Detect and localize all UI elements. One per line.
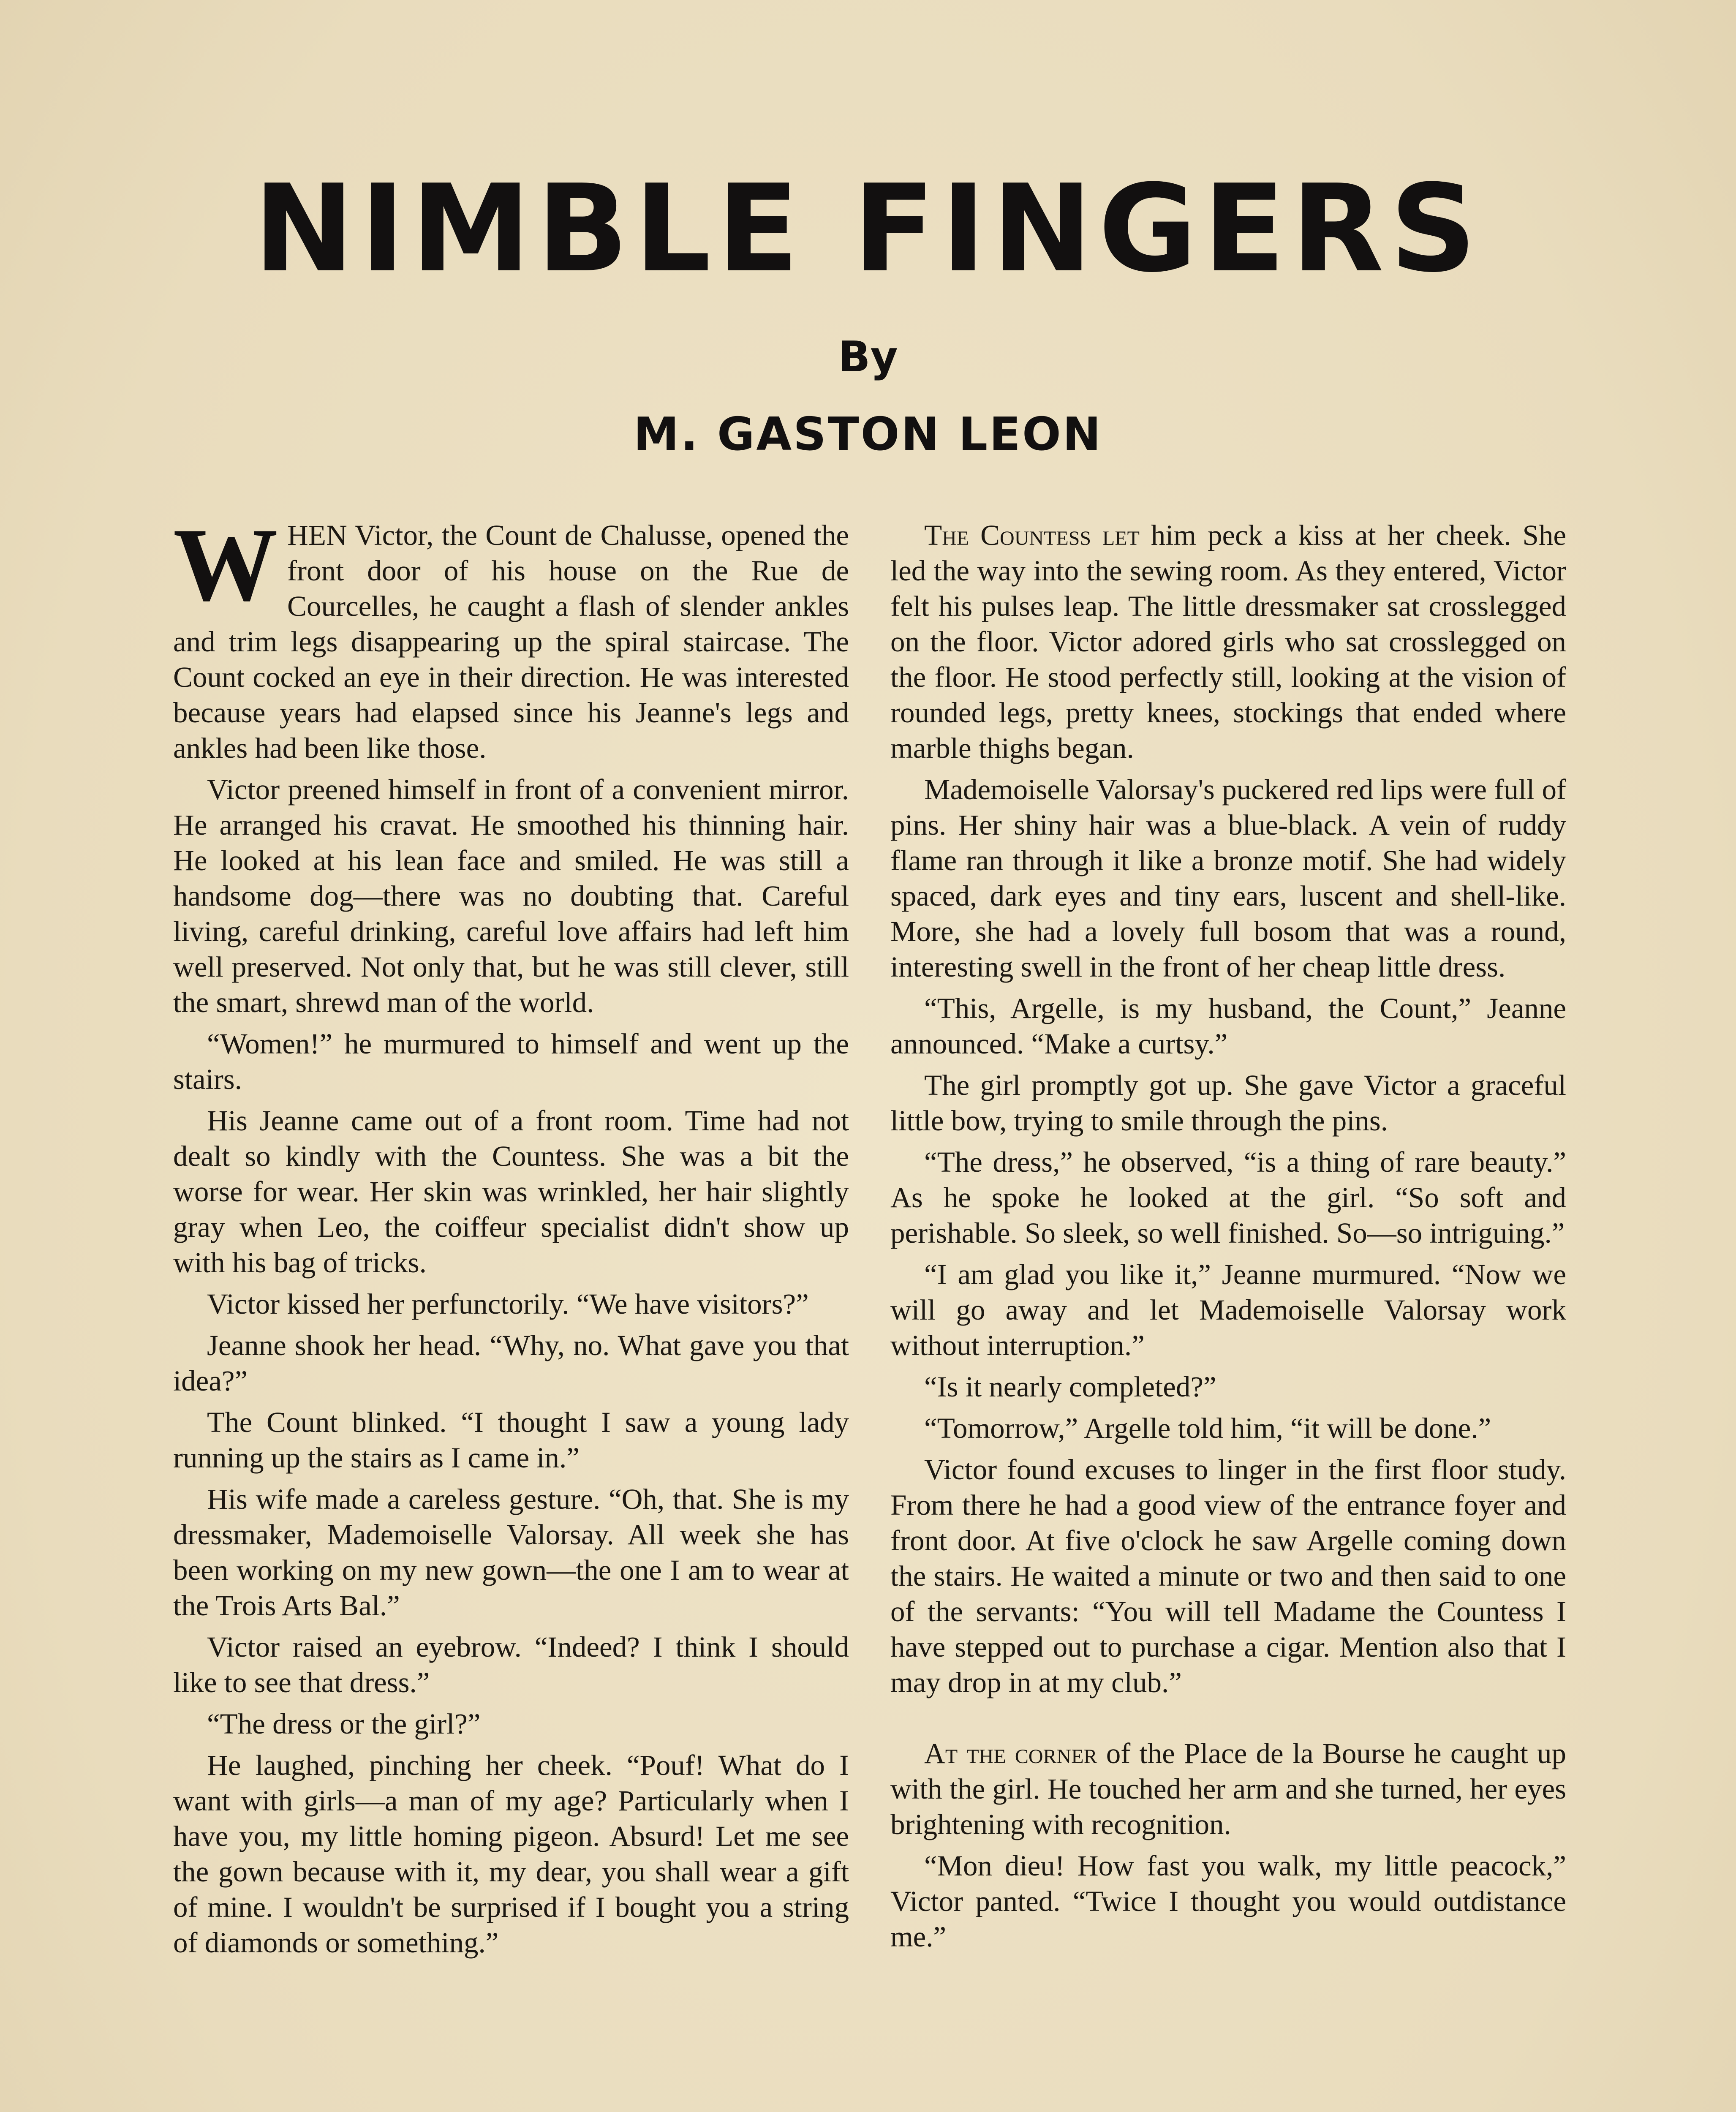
paragraph-text: HEN Victor, the Count de Chalusse, opened the front door of his house on the Rue de Courcelles, he caught a flash of slender ankles and trim legs disappearing up the spiral staircase. The Count cocked an eye in their direction. He was interested because years had elapsed since his Jeanne's legs and ankles had been like those. — [173, 519, 849, 764]
small-caps-lead: At the corner — [924, 1737, 1097, 1769]
paragraph: Mademoiselle Valorsay's puckered red lips were full of pins. Her shiny hair was a blue-black. A vein of ruddy flame ran through it like a bronze motif. She had widely spaced, dark eyes and tiny ears, luscent and shell-like. More, she had a lovely full bosom that was a round, interesting swell in the front of her cheap little dress. — [890, 773, 1566, 983]
paragraph: The girl promptly got up. She gave Victor a graceful little bow, trying to smile through the pins. — [890, 1069, 1566, 1137]
paragraph: “The dress,” he observed, “is a thing of rare beauty.” As he spoke he looked at the girl. “So soft and perishable. So sleek, so well finished. So—so intriguing.” — [890, 1146, 1566, 1249]
paragraph: “Tomorrow,” Argelle told him, “it will be done.” — [924, 1412, 1491, 1444]
byline: By — [838, 332, 898, 381]
author-name: M. GASTON LEON — [633, 408, 1103, 461]
right-column — [890, 517, 1566, 2112]
paragraph: “This, Argelle, is my husband, the Count,” Jeanne announced. “Make a curtsy.” — [890, 992, 1566, 1060]
opening-paragraph — [173, 517, 849, 766]
drop-cap: W — [173, 517, 278, 623]
paragraph: His wife made a careless gesture. “Oh, that. She is my dressmaker, Mademoiselle Valorsay. All week she has been working on my new gown—the one I am to wear at the Trois Arts Bal.” — [173, 1483, 849, 1622]
section-break-paragraph — [890, 1736, 1566, 1842]
paragraph: “I am glad you like it,” Jeanne murmured. “Now we will go away and let Mademoiselle Valorsay work without interruption.” — [890, 1258, 1566, 1361]
paragraph: “Mon dieu! How fast you walk, my little peacock,” Victor panted. “Twice I thought you would outdistance me.” — [890, 1850, 1566, 1953]
paragraph: The Count blinked. “I thought I saw a young lady running up the stairs as I came in.” — [173, 1406, 849, 1474]
paragraph: Victor preened himself in front of a convenient mirror. He arranged his cravat. He smoothed his thinning hair. He looked at his lean face and smiled. He was still a handsome dog—there was no doubting that. Careful living, careful drinking, careful love affairs had left him well preserved. Not only that, but he was still clever, still the smart, shrewd man of the world. — [173, 773, 849, 1018]
paragraph: Victor found excuses to linger in the first floor study. From there he had a good view of the entrance foyer and front door. At five o'clock he saw Argelle coming down the stairs. He waited a minute or two and then said to one of the servants: “You will tell Madame the Countess I have stepped out to purchase a cigar. Mention also that I may drop in at my club.” — [890, 1453, 1566, 1698]
paragraph: Victor raised an eyebrow. “Indeed? I think I should like to see that dress.” — [173, 1631, 849, 1698]
paragraph: His Jeanne came out of a front room. Time had not dealt so kindly with the Countess. She was a bit the worse for wear. Her skin was wrinkled, her hair slightly gray when Leo, the coiffeur specialist didn't show up with his bag of tricks. — [173, 1105, 849, 1279]
paragraph: Jeanne shook her head. “Why, no. What gave you that idea?” — [173, 1329, 849, 1397]
paragraph-text: him peck a kiss at her cheek. She led the way into the sewing room. As they entered, Victor felt his pulses leap. The little dressmaker sat crosslegged on the floor. Victor adored girls who sat crosslegged on the floor. He stood perfectly still, looking at the vision of rounded legs, pretty knees, stockings that ended where marble thighs began. — [890, 519, 1566, 764]
story-title: NIMBLE FINGERS — [253, 159, 1483, 299]
paragraph: “Is it nearly completed?” — [924, 1371, 1216, 1403]
paragraph: He laughed, pinching her cheek. “Pouf! What do I want with girls—a man of my age? Particularly when I have you, my little homing pigeon. Absurd! Let me see the gown because with it, my dear, you shall wear a gift of mine. I wouldn't be surprised if I bought you a string of diamonds or something.” — [173, 1749, 849, 1959]
paragraph: “Women!” he murmured to himself and went up the stairs. — [173, 1028, 849, 1095]
paragraph: “The dress or the girl?” — [207, 1708, 481, 1740]
paragraph: Victor kissed her perfunctorily. “We have visitors?” — [207, 1288, 809, 1320]
left-column — [173, 517, 849, 2112]
paragraph-text: of the Place de la Bourse he caught up with the girl. He touched her arm and she turned, her eyes brightening with recognition. — [890, 1737, 1566, 1840]
section-opening-paragraph — [890, 517, 1566, 766]
small-caps-lead: The Countess let — [924, 519, 1140, 551]
